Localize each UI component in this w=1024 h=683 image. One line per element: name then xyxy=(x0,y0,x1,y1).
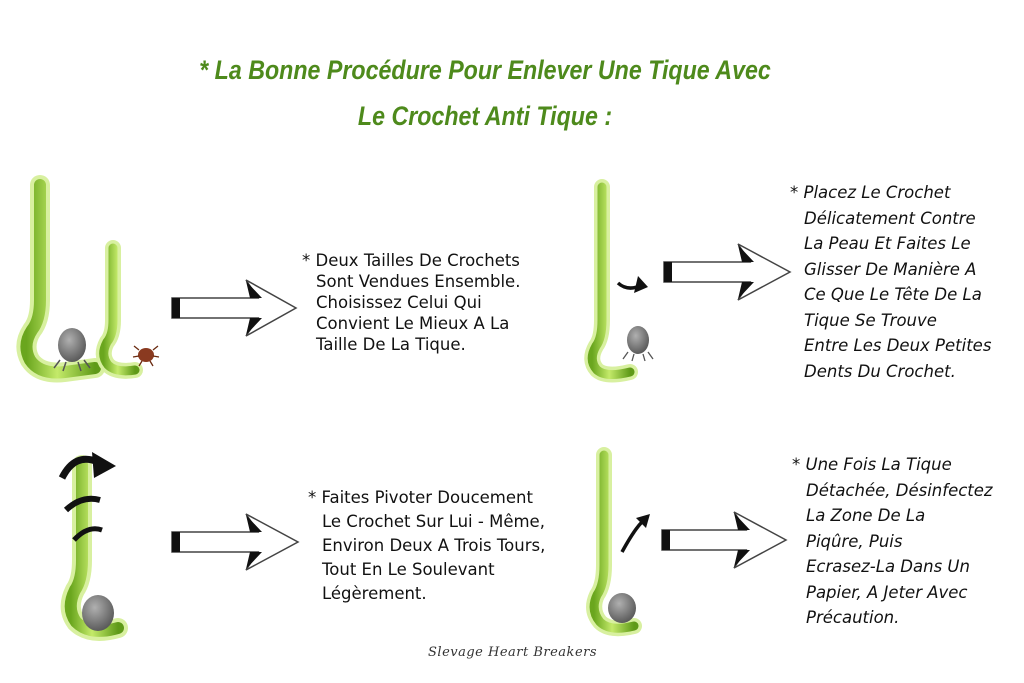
step-2-line: La Peau Et Faites Le xyxy=(804,234,971,253)
step-2-line: * Placez Le Crochet xyxy=(790,183,951,202)
step-2-line: Dents Du Crochet. xyxy=(804,361,956,381)
step-3-line: * Faites Pivoter Doucement xyxy=(308,488,533,507)
step-2-line: Glisser De Manière A xyxy=(804,259,977,279)
tick-rotate-icon xyxy=(82,595,114,631)
step-2-line: Entre Les Deux Petites xyxy=(804,336,992,355)
right-arrow-icon-2 xyxy=(664,244,790,300)
step-4-text xyxy=(792,452,993,631)
step-3-line: Tout En Le Soulevant xyxy=(322,560,495,579)
step-1-line: Taille De La Tique. xyxy=(316,335,466,354)
step-4-line: Détachée, Désinfectez xyxy=(806,480,993,500)
right-arrow-icon-1 xyxy=(172,280,296,336)
step-2-line: Tique Se Trouve xyxy=(804,310,937,330)
step-2-line: Ce Que Le Tête De La xyxy=(804,285,982,304)
tick-remove-icon xyxy=(608,593,636,623)
title-line-1: * La Bonne Procédure Pour Enlever Une Tique Avec xyxy=(199,55,771,85)
step-2-text xyxy=(790,180,991,384)
step-4-line: Ecrasez-La Dans Un xyxy=(806,557,970,576)
step-2-line: Délicatement Contre xyxy=(804,208,976,228)
step-1-line: Convient Le Mieux A La xyxy=(316,314,510,333)
slide-direction-arrow-icon xyxy=(618,276,648,293)
step-1-text xyxy=(302,250,520,355)
right-arrow-icon-4 xyxy=(662,512,786,568)
hook-small-icon xyxy=(104,248,135,371)
right-arrow-icon-3 xyxy=(172,514,298,570)
hook-placement-icon xyxy=(592,187,630,375)
signature: Slevage Heart Breakers xyxy=(428,645,598,660)
tick-placement-icon xyxy=(623,326,653,361)
step-3-line: Le Crochet Sur Lui - Même, xyxy=(322,512,545,531)
title-line-2: Le Crochet Anti Tique : xyxy=(357,101,613,131)
step-4-line: Piqûre, Puis xyxy=(806,531,903,551)
step-4-line: Précaution. xyxy=(806,608,900,627)
step-4-line: Papier, A Jeter Avec xyxy=(806,582,968,602)
step-4-line: La Zone De La xyxy=(806,506,926,525)
lift-direction-arrow-icon xyxy=(622,514,650,552)
step-4-line: * Une Fois La Tique xyxy=(792,455,952,474)
step-3-line: Environ Deux A Trois Tours, xyxy=(322,536,546,555)
step-1-line: Choisissez Celui Qui xyxy=(316,293,482,312)
step-1-line: * Deux Tailles De Crochets xyxy=(302,251,520,270)
step-3-line: Légèrement. xyxy=(322,584,427,603)
step-3-text xyxy=(308,486,545,606)
step-1-line: Sont Vendues Ensemble. xyxy=(316,272,521,291)
